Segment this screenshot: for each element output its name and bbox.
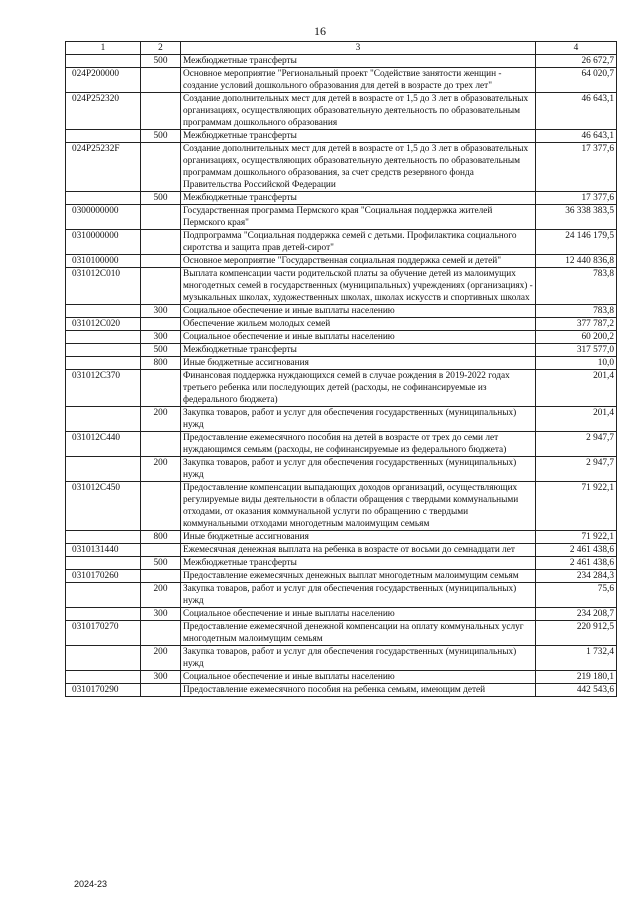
- header-col-2: 2: [141, 42, 181, 55]
- table-row: [66, 544, 617, 557]
- header-col-4: 4: [536, 42, 617, 55]
- table-row: [66, 370, 617, 407]
- kvr-cell: 500: [141, 557, 181, 570]
- code-cell: 0310100000: [66, 255, 141, 268]
- name-cell: Основное мероприятие "Государственная социальная поддержка семей и детей": [181, 255, 536, 268]
- table-row: [66, 344, 617, 357]
- footer-code: 2024-23: [74, 879, 108, 889]
- name-cell: Межбюджетные трансферты: [181, 344, 536, 357]
- name-cell: Подпрограмма "Социальная поддержка семей с детьми. Профилактика социального сиротства и защита прав детей-сирот": [181, 230, 536, 255]
- table-row: [66, 432, 617, 457]
- table-row: [66, 557, 617, 570]
- amount-cell: 201,4: [536, 370, 617, 407]
- name-cell: Социальное обеспечение и иные выплаты населению: [181, 608, 536, 621]
- name-cell: Закупка товаров, работ и услуг для обеспечения государственных (муниципальных) нужд: [181, 646, 536, 671]
- kvr-cell: [141, 544, 181, 557]
- table-row: [66, 684, 617, 697]
- kvr-cell: 300: [141, 671, 181, 684]
- code-cell: 024P252320: [66, 93, 141, 130]
- code-cell: [66, 357, 141, 370]
- kvr-cell: 500: [141, 344, 181, 357]
- name-cell: Основное мероприятие "Региональный проект "Содействие занятости женщин - создание условий дошкольного образования для детей в возрасте до трех лет": [181, 68, 536, 93]
- amount-cell: 2 461 438,6: [536, 557, 617, 570]
- table-row: [66, 457, 617, 482]
- table-row: [66, 357, 617, 370]
- kvr-cell: 200: [141, 646, 181, 671]
- code-cell: [66, 557, 141, 570]
- code-cell: [66, 55, 141, 68]
- code-cell: [66, 192, 141, 205]
- name-cell: Межбюджетные трансферты: [181, 55, 536, 68]
- kvr-cell: [141, 268, 181, 305]
- table-row: [66, 205, 617, 230]
- kvr-cell: 800: [141, 531, 181, 544]
- table-row: [66, 621, 617, 646]
- kvr-cell: [141, 318, 181, 331]
- table-row: [66, 570, 617, 583]
- kvr-cell: [141, 370, 181, 407]
- kvr-cell: [141, 482, 181, 531]
- kvr-cell: 200: [141, 583, 181, 608]
- code-cell: 0310170290: [66, 684, 141, 697]
- code-cell: [66, 407, 141, 432]
- name-cell: Социальное обеспечение и иные выплаты населению: [181, 331, 536, 344]
- name-cell: Ежемесячная денежная выплата на ребенка в возрасте от восьми до семнадцати лет: [181, 544, 536, 557]
- amount-cell: 234 284,3: [536, 570, 617, 583]
- table-row: [66, 130, 617, 143]
- amount-cell: 46 643,1: [536, 130, 617, 143]
- amount-cell: 71 922,1: [536, 531, 617, 544]
- table-row: [66, 143, 617, 192]
- code-cell: [66, 671, 141, 684]
- code-cell: 031012С370: [66, 370, 141, 407]
- code-cell: 024P200000: [66, 68, 141, 93]
- name-cell: Предоставление ежемесячной денежной компенсации на оплату коммунальных услуг многодетным малоимущим семьям: [181, 621, 536, 646]
- code-cell: 024P25232F: [66, 143, 141, 192]
- kvr-cell: 300: [141, 331, 181, 344]
- table-row: [66, 93, 617, 130]
- table-row: [66, 583, 617, 608]
- table-row: [66, 192, 617, 205]
- table-header: [66, 42, 617, 55]
- amount-cell: 17 377,6: [536, 192, 617, 205]
- amount-cell: 377 787,2: [536, 318, 617, 331]
- amount-cell: 201,4: [536, 407, 617, 432]
- table-row: [66, 531, 617, 544]
- table-row: [66, 671, 617, 684]
- code-cell: 031012С440: [66, 432, 141, 457]
- kvr-cell: 500: [141, 192, 181, 205]
- kvr-cell: 200: [141, 457, 181, 482]
- code-cell: [66, 331, 141, 344]
- table-row: [66, 482, 617, 531]
- amount-cell: 17 377,6: [536, 143, 617, 192]
- code-cell: 031012С010: [66, 268, 141, 305]
- kvr-cell: [141, 570, 181, 583]
- amount-cell: 24 146 179,5: [536, 230, 617, 255]
- amount-cell: 64 020,7: [536, 68, 617, 93]
- kvr-cell: 800: [141, 357, 181, 370]
- code-cell: [66, 608, 141, 621]
- amount-cell: 317 577,0: [536, 344, 617, 357]
- kvr-cell: [141, 68, 181, 93]
- code-cell: [66, 130, 141, 143]
- amount-cell: 442 543,6: [536, 684, 617, 697]
- kvr-cell: [141, 143, 181, 192]
- name-cell: Социальное обеспечение и иные выплаты населению: [181, 305, 536, 318]
- amount-cell: 783,8: [536, 268, 617, 305]
- name-cell: Иные бюджетные ассигнования: [181, 357, 536, 370]
- code-cell: [66, 457, 141, 482]
- code-cell: [66, 344, 141, 357]
- code-cell: 0310170260: [66, 570, 141, 583]
- kvr-cell: [141, 205, 181, 230]
- header-col-1: 1: [66, 42, 141, 55]
- name-cell: Межбюджетные трансферты: [181, 557, 536, 570]
- table-row: [66, 305, 617, 318]
- code-cell: 031012С020: [66, 318, 141, 331]
- name-cell: Закупка товаров, работ и услуг для обеспечения государственных (муниципальных) нужд: [181, 407, 536, 432]
- amount-cell: 219 180,1: [536, 671, 617, 684]
- kvr-cell: 300: [141, 305, 181, 318]
- kvr-cell: [141, 255, 181, 268]
- table-row: [66, 230, 617, 255]
- amount-cell: 75,6: [536, 583, 617, 608]
- name-cell: Закупка товаров, работ и услуг для обеспечения государственных (муниципальных) нужд: [181, 457, 536, 482]
- code-cell: [66, 305, 141, 318]
- amount-cell: 2 461 438,6: [536, 544, 617, 557]
- header-col-3: 3: [181, 42, 536, 55]
- budget-table: [65, 41, 617, 697]
- name-cell: Закупка товаров, работ и услуг для обеспечения государственных (муниципальных) нужд: [181, 583, 536, 608]
- kvr-cell: 500: [141, 130, 181, 143]
- table-row: [66, 331, 617, 344]
- code-cell: 0310170270: [66, 621, 141, 646]
- kvr-cell: 300: [141, 608, 181, 621]
- code-cell: 031012С450: [66, 482, 141, 531]
- kvr-cell: 500: [141, 55, 181, 68]
- name-cell: Иные бюджетные ассигнования: [181, 531, 536, 544]
- name-cell: Финансовая поддержка нуждающихся семей в случае рождения в 2019-2022 годах третьего ребенка или последующих детей (расходы, не софинансируемые из федерального бюджета): [181, 370, 536, 407]
- header-row: [66, 42, 617, 55]
- kvr-cell: [141, 684, 181, 697]
- kvr-cell: [141, 230, 181, 255]
- name-cell: Предоставление компенсации выпадающих доходов организаций, осуществляющих регулируемые виды деятельности в области обращения с твердыми коммунальными отходами, от оказания коммунальной услуги по обращению с твердыми коммунальными отходами многодетным малоимущим семьям: [181, 482, 536, 531]
- amount-cell: 46 643,1: [536, 93, 617, 130]
- amount-cell: 71 922,1: [536, 482, 617, 531]
- amount-cell: 783,8: [536, 305, 617, 318]
- name-cell: Создание дополнительных мест для детей в возрасте от 1,5 до 3 лет в образовательных организациях, осуществляющих образовательную деятельность по образовательным программам дошкольного образования, за счет средств резервного фонда Правительства Российской Федерации: [181, 143, 536, 192]
- name-cell: Предоставление ежемесячного пособия на ребенка семьям, имеющим детей: [181, 684, 536, 697]
- table-body: [66, 55, 617, 697]
- name-cell: Предоставление ежемесячных денежных выплат многодетным малоимущим семьям: [181, 570, 536, 583]
- name-cell: Предоставление ежемесячного пособия на детей в возрасте от трех до семи лет нуждающимся семьям (расходы, не софинансируемые из федерального бюджета): [181, 432, 536, 457]
- amount-cell: 36 338 383,5: [536, 205, 617, 230]
- kvr-cell: [141, 93, 181, 130]
- code-cell: [66, 583, 141, 608]
- amount-cell: 2 947,7: [536, 457, 617, 482]
- table-row: [66, 268, 617, 305]
- table-row: [66, 407, 617, 432]
- name-cell: Государственная программа Пермского края "Социальная поддержка жителей Пермского края": [181, 205, 536, 230]
- table-row: [66, 646, 617, 671]
- kvr-cell: 200: [141, 407, 181, 432]
- kvr-cell: [141, 432, 181, 457]
- code-cell: 0310000000: [66, 230, 141, 255]
- name-cell: Межбюджетные трансферты: [181, 192, 536, 205]
- amount-cell: 234 208,7: [536, 608, 617, 621]
- table-row: [66, 55, 617, 68]
- amount-cell: 60 200,2: [536, 331, 617, 344]
- name-cell: Социальное обеспечение и иные выплаты населению: [181, 671, 536, 684]
- name-cell: Обеспечение жильем молодых семей: [181, 318, 536, 331]
- amount-cell: 2 947,7: [536, 432, 617, 457]
- code-cell: [66, 646, 141, 671]
- amount-cell: 1 732,4: [536, 646, 617, 671]
- page-number: 16: [314, 24, 326, 38]
- name-cell: Выплата компенсации части родительской платы за обучение детей из малоимущих многодетных семей в государственных (муниципальных) учреждениях (организациях) - музыкальных школах, художественных школах, школах искусств и спортивных школах: [181, 268, 536, 305]
- table-row: [66, 318, 617, 331]
- code-cell: [66, 531, 141, 544]
- amount-cell: 26 672,7: [536, 55, 617, 68]
- kvr-cell: [141, 621, 181, 646]
- amount-cell: 12 440 836,8: [536, 255, 617, 268]
- amount-cell: 10,0: [536, 357, 617, 370]
- name-cell: Создание дополнительных мест для детей в возрасте от 1,5 до 3 лет в образовательных организациях, осуществляющих образовательную деятельность по образовательным программам дошкольного образования: [181, 93, 536, 130]
- name-cell: Межбюджетные трансферты: [181, 130, 536, 143]
- table-row: [66, 255, 617, 268]
- amount-cell: 220 912,5: [536, 621, 617, 646]
- code-cell: 0300000000: [66, 205, 141, 230]
- table-row: [66, 608, 617, 621]
- table-row: [66, 68, 617, 93]
- code-cell: 0310131440: [66, 544, 141, 557]
